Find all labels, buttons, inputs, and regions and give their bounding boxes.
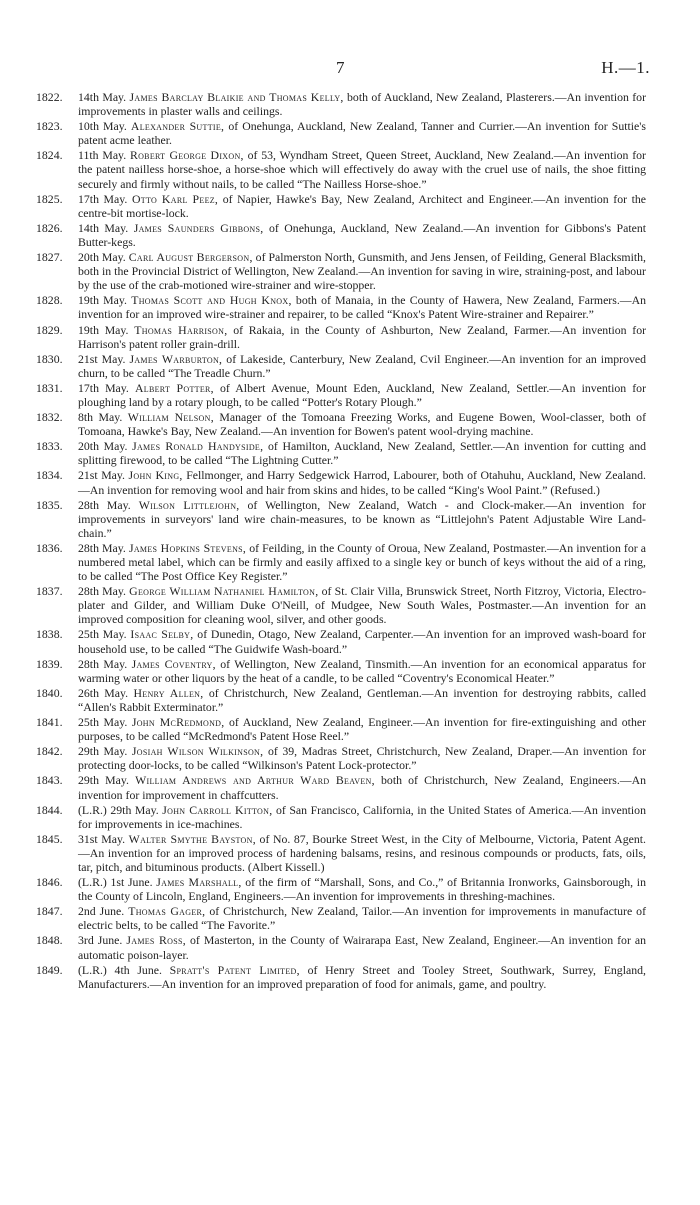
entry-applicant: Isaac Selby, [130, 627, 194, 642]
entry-text [78, 119, 646, 147]
entry-applicant: Thomas Scott and Hugh Knox, [131, 293, 292, 308]
entry-applicant: Wilson Littlejohn, [138, 497, 240, 512]
entry-text [78, 221, 646, 249]
patent-entry [36, 933, 646, 961]
entry-text [78, 904, 646, 932]
entry-date: 31st May. [78, 831, 126, 846]
entry-date: 8th May. [78, 410, 123, 425]
entry-date: 26th May. [78, 685, 129, 700]
entry-number: 1832. [36, 410, 63, 425]
entry-applicant: Alexander Suttie, [130, 119, 225, 134]
page-reference: H.—1. [601, 58, 650, 77]
entry-applicant: James Ronald Handyside, [132, 439, 264, 454]
entry-description: both of Christchurch, New Zealand, Engineers.—An invention for improvement in chaffcutters. [78, 773, 646, 802]
page-number: 7 [336, 58, 345, 77]
entry-number: 1848. [36, 933, 63, 948]
entry-description: of Rakaia, in the County of Ashburton, New Zealand, Farmer.—An invention for Harrison's patent roller grain-drill. [78, 322, 647, 351]
patent-entry [36, 875, 646, 903]
entry-applicant: John King, [128, 468, 183, 483]
entry-number: 1835. [36, 497, 63, 512]
entry-text [78, 250, 646, 292]
entry-applicant: Otto Karl Peez, [131, 191, 219, 206]
entry-description: Manager of the Tomoana Freezing Works, and Eugene Bowen, Wool-classer, both of Tomoana, Hawke's Bay, New Zealand.—An invention for Bowen's patent wool-drying machine. [78, 410, 646, 439]
entry-text [78, 933, 646, 961]
entry-number: 1847. [36, 904, 63, 919]
entry-text [78, 627, 646, 655]
entry-applicant: James Saunders Gibbons, [133, 220, 264, 235]
entry-text [78, 323, 646, 351]
patent-entry [36, 90, 646, 118]
patent-entry [36, 352, 646, 380]
entry-text [78, 715, 646, 743]
entry-applicant: James Marshall, [156, 875, 242, 890]
entry-description: of Hamilton, Auckland, New Zealand, Settler.—An invention for cutting and splitting firewood, to be called “The Lightning Cutter.” [78, 439, 646, 468]
patent-entry-list [36, 90, 646, 992]
patent-entry [36, 657, 646, 685]
entry-text [78, 773, 646, 801]
entry-applicant: Josiah Wilson Wilkinson, [131, 744, 264, 759]
patent-entry [36, 686, 646, 714]
patent-entry [36, 803, 646, 831]
entry-date: (L.R.) 29th May. [78, 802, 159, 817]
entry-date: 19th May. [78, 293, 127, 308]
entry-text [78, 744, 646, 772]
entry-description: of No. 87, Bourke Street West, in the City of Melbourne, Victoria, Patent Agent.—An invention for an improved process of hardening balsams, resins, and resinous compounds or products, fats, oils, tar, pitch, and bituminous products. (Albert Kissell.) [78, 831, 647, 874]
entry-date: 21st May. [78, 351, 126, 366]
entry-date: 3rd June. [78, 933, 123, 948]
entry-applicant: Henry Allen, [133, 685, 204, 700]
entry-number: 1844. [36, 802, 63, 817]
entry-number: 1846. [36, 875, 63, 890]
entry-text [78, 90, 646, 118]
patent-entry [36, 963, 646, 991]
entry-applicant: Walter Smythe Bayston, [128, 831, 256, 846]
entry-number: 1845. [36, 831, 63, 846]
entry-text [78, 410, 646, 438]
entry-applicant: James Hopkins Stevens, [128, 540, 247, 555]
entry-text [78, 439, 646, 467]
entry-date: 28th May. [78, 540, 126, 555]
patent-entry [36, 773, 646, 801]
entry-text [78, 875, 646, 903]
entry-description: of Henry Street and Tooley Street, Southwark, Surrey, England, Manufacturers.—An invention for an improved preparation of food for animals, game, and poultry. [78, 962, 646, 991]
entry-text [78, 352, 646, 380]
patent-entry [36, 584, 646, 626]
patent-entry [36, 468, 646, 496]
entry-date: 25th May. [78, 715, 128, 730]
entry-description: of Feilding, in the County of Oroua, New Zealand, Postmaster.—An invention for a numbered metal label, which can be firmly and easily affixed to a single key or bunch of keys without the aid of a ring, to be called “The Post Office Key Register.” [78, 540, 647, 584]
patent-entry [36, 541, 646, 583]
entry-date: 19th May. [78, 322, 129, 337]
patent-entry [36, 744, 646, 772]
entry-description: of Wellington, New Zealand, Tinsmith.—An invention for an economical apparatus for warming water or other liquors by the heat of a candle, to be called “Coventry's Economical Heater.” [78, 656, 646, 685]
entry-applicant: George William Nathaniel Hamilton, [129, 584, 319, 599]
entry-number: 1836. [36, 540, 63, 555]
entry-description: of St. Clair Villa, Brunswick Street, North Fitzroy, Victoria, Electro-plater and Gilder, and William Duke O'Neill, of Mudgee, New South Wales, Postmaster.—An invention for an improved composition for cleaning wool, silver, and other goods. [78, 584, 646, 627]
entry-description: of Palmerston North, Gunsmith, and Jens Jensen, of Feilding, General Blacksmith, both in the Provincial District of Wellington, New Zealand.—An invention for saving in wire, straining-post, and labour by the use of the crab-motioned wire-strainer and wire-stopper. [78, 250, 647, 293]
entry-date: 2nd June. [78, 904, 125, 919]
entry-description: of Onehunga, Auckland, New Zealand.—An invention for Gibbons's Patent Butter-kegs. [78, 220, 647, 249]
entry-text [78, 584, 646, 626]
entry-text [78, 381, 646, 409]
entry-number: 1826. [36, 220, 63, 235]
entry-description: of the firm of “Marshall, Sons, and Co.,” of Britannia Ironworks, Gainsborough, in the County of Lincoln, England, Engineers.—An invention for improvements in threshing-machines. [78, 875, 646, 904]
entry-description: of 53, Wyndham Street, Queen Street, Auckland, New Zealand.—An invention for the patent nailless horse-shoe, a horse-shoe which will effectively do away with the cruel use of nails, the shoe fitting securely and firmly without nails, to be called “The Nailless Horse-shoe.” [78, 148, 646, 191]
entry-applicant: Thomas Gager, [128, 904, 206, 919]
entry-number: 1831. [36, 380, 63, 395]
patent-entry [36, 410, 646, 438]
patent-entry [36, 148, 646, 190]
entry-applicant: James Ross, [126, 933, 186, 948]
patent-entry [36, 627, 646, 655]
entry-number: 1824. [36, 148, 63, 163]
entry-date: 21st May. [78, 468, 125, 483]
entry-date: 20th May. [78, 250, 126, 265]
patent-entry [36, 119, 646, 147]
entry-description: of Christchurch, New Zealand, Tailor.—An invention for improvements in manufacture of electric belts, to be called “The Favorite.” [78, 904, 647, 933]
entry-description: both of Manaia, in the County of Hawera, New Zealand, Farmers.—An invention for an improved wire-strainer and repairer, to be called “Knox's Patent Wire-strainer and Repairer.” [78, 293, 646, 322]
entry-number: 1822. [36, 90, 63, 104]
entry-applicant: William Andrews and Arthur Ward Beaven, [135, 773, 375, 788]
entry-number: 1838. [36, 627, 63, 642]
entry-description: of 39, Madras Street, Christchurch, New Zealand, Draper.—An invention for protecting door-locks, to be called “Wilkinson's Patent Lock-protector.” [78, 744, 647, 773]
entry-number: 1837. [36, 584, 63, 599]
entry-date: 17th May. [78, 191, 128, 206]
entry-applicant: John McRedmond, [131, 715, 225, 730]
entry-description: of Masterton, in the County of Wairarapa East, New Zealand, Engineer.—An invention for an automatic poison-layer. [78, 933, 647, 962]
entry-number: 1830. [36, 351, 63, 366]
entry-text [78, 468, 646, 496]
entry-description: of Onehunga, Auckland, New Zealand, Tanner and Currier.—An invention for Suttie's patent acme leather. [78, 119, 647, 148]
entry-applicant: William Nelson, [127, 410, 214, 425]
entry-number: 1829. [36, 322, 63, 337]
patent-entry [36, 498, 646, 540]
entry-text [78, 148, 646, 190]
patent-entry [36, 192, 646, 220]
entry-number: 1823. [36, 119, 63, 134]
entry-date: 11th May. [78, 148, 127, 163]
entry-date: 29th May. [78, 744, 128, 759]
entry-text [78, 293, 646, 321]
entry-date: 17th May. [78, 380, 129, 395]
entry-date: 20th May. [78, 439, 128, 454]
patent-entry [36, 832, 646, 874]
entry-text [78, 498, 646, 540]
entry-text [78, 963, 646, 991]
patent-entry [36, 293, 646, 321]
entry-number: 1842. [36, 744, 63, 759]
patent-entry [36, 323, 646, 351]
entry-description: of San Francisco, California, in the United States of America.—An invention for improvements in ice-machines. [78, 802, 646, 831]
entry-applicant: John Carroll Kitton, [162, 802, 273, 817]
entry-description: of Napier, Hawke's Bay, New Zealand, Architect and Engineer.—An invention for the centre-bit mortise-lock. [78, 191, 647, 220]
entry-date: (L.R.) 1st June. [78, 875, 153, 890]
entry-applicant: Albert Potter, [134, 380, 214, 395]
patent-entry [36, 439, 646, 467]
entry-date: 10th May. [78, 119, 127, 134]
entry-date: 14th May. [78, 220, 129, 235]
entry-number: 1849. [36, 962, 63, 977]
entry-text [78, 657, 646, 685]
entry-description: of Auckland, New Zealand, Engineer.—An invention for fire-extinguishing and other purposes, to be called “McRedmond's Patent Hose Reel.” [78, 715, 647, 744]
entry-description: both of Auckland, New Zealand, Plasterers.—An invention for improvements in plaster walls and ceilings. [78, 90, 646, 119]
entry-date: 14th May. [78, 90, 127, 104]
entry-number: 1834. [36, 468, 63, 483]
entry-number: 1828. [36, 293, 63, 308]
patent-entry [36, 715, 646, 743]
entry-date: 28th May. [78, 584, 126, 599]
entry-applicant: James Coventry, [131, 656, 216, 671]
entry-date: 29th May. [78, 773, 129, 788]
entry-date: (L.R.) 4th June. [78, 962, 162, 977]
entry-description: of Christchurch, New Zealand, Gentleman.—An invention for destroying rabbits, called “Allen's Rabbit Exterminator.” [78, 685, 647, 714]
entry-applicant: Carl August Bergerson, [128, 250, 253, 265]
entry-number: 1840. [36, 685, 63, 700]
entry-number: 1843. [36, 773, 63, 788]
entry-description: of Lakeside, Canterbury, New Zealand, Cvil Engineer.—An invention for an improved churn, to be called “The Treadle Churn.” [78, 351, 647, 380]
entry-number: 1833. [36, 439, 63, 454]
entry-date: 25th May. [78, 627, 127, 642]
patent-entry [36, 221, 646, 249]
entry-text [78, 686, 646, 714]
patent-entry [36, 381, 646, 409]
entry-text [78, 192, 646, 220]
entry-applicant: James Barclay Blaikie and Thomas Kelly, [129, 90, 344, 104]
entry-description: Fellmonger, and Harry Sedgewick Harrod, Labourer, both of Otahuhu, Auckland, New Zealand.—An invention for removing wool and hair from skins and hides, to be called “King's Wool Paint.” (Refused.) [78, 468, 646, 497]
entry-number: 1827. [36, 250, 63, 265]
entry-applicant: James Warburton, [129, 351, 223, 366]
entry-applicant: Robert George Dixon, [129, 148, 244, 163]
entry-text [78, 541, 646, 583]
entry-number: 1841. [36, 715, 63, 730]
entry-applicant: Spratt's Patent Limited, [169, 962, 300, 977]
entry-description: of Albert Avenue, Mount Eden, Auckland, New Zealand, Settler.—An invention for ploughing land by a rotary plough, to be called “Potter's Rotary Plough.” [78, 380, 646, 409]
entry-date: 28th May. [78, 656, 128, 671]
entry-text [78, 832, 646, 874]
entry-description: of Wellington, New Zealand, Watch - and Clock-maker.—An invention for improvements in surveyors' land wire chain-measures, to be known as “Littlejohn's Patent Adjustable Wire Land-chain.” [78, 497, 646, 540]
entry-number: 1825. [36, 191, 63, 206]
entry-applicant: Thomas Harrison, [134, 322, 228, 337]
entry-description: of Dunedin, Otago, New Zealand, Carpenter.—An invention for an improved wash-board for household use, to be called “The Guidwife Wash-board.” [78, 627, 647, 656]
entry-date: 28th May. [78, 497, 131, 512]
entry-number: 1839. [36, 656, 63, 671]
patent-entry [36, 250, 646, 292]
patent-entry [36, 904, 646, 932]
entry-text [78, 803, 646, 831]
